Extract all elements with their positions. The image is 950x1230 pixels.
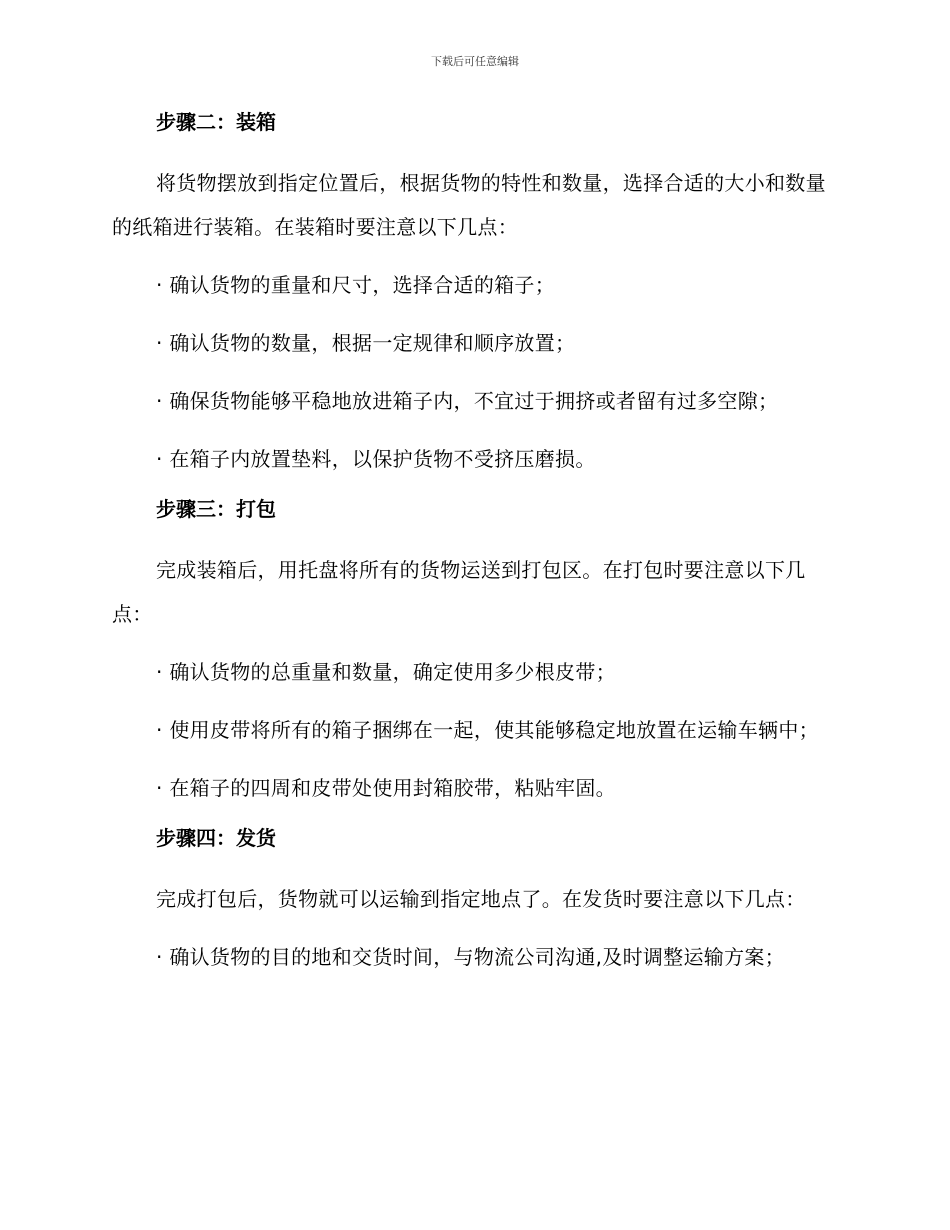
- bullet-item: · 在箱子内放置垫料，以保护货物不受挤压磨损。: [156, 447, 596, 471]
- section-paragraph: 完成打包后，货物就可以运输到指定地点了。在发货时要注意以下几点：: [156, 887, 806, 911]
- bullet-item: · 确认货物的重量和尺寸，选择合适的箱子；: [156, 273, 556, 297]
- page-header: 下载后可任意编辑: [431, 55, 519, 68]
- document-body: [112, 108, 830, 993]
- bullet-item: · 确保货物能够平稳地放进箱子内，不宜过于拥挤或者留有过多空隙；: [156, 389, 779, 413]
- section-heading: 步骤二：装箱: [156, 110, 276, 134]
- bullet-item: · 确认货物的数量，根据一定规律和顺序放置；: [156, 331, 576, 355]
- bullet-item: · 在箱子的四周和皮带处使用封箱胶带，粘贴牢固。: [156, 776, 616, 800]
- section-heading: 步骤四：发货: [156, 826, 276, 850]
- section-paragraph: 将货物摆放到指定位置后，根据货物的特性和数量，选择合适的大小和数量的纸箱进行装箱。在装箱时要注意以下几点：: [112, 171, 826, 239]
- section-heading: 步骤三：打包: [156, 497, 276, 521]
- bullet-item: · 使用皮带将所有的箱子捆绑在一起，使其能够稳定地放置在运输车辆中；: [156, 718, 819, 742]
- section-paragraph: 完成装箱后，用托盘将所有的货物运送到打包区。在打包时要注意以下几点：: [112, 558, 806, 626]
- bullet-item: · 确认货物的目的地和交货时间，与物流公司沟通,及时调整运输方案；: [156, 945, 785, 969]
- bullet-item: · 确认货物的总重量和数量，确定使用多少根皮带；: [156, 660, 616, 684]
